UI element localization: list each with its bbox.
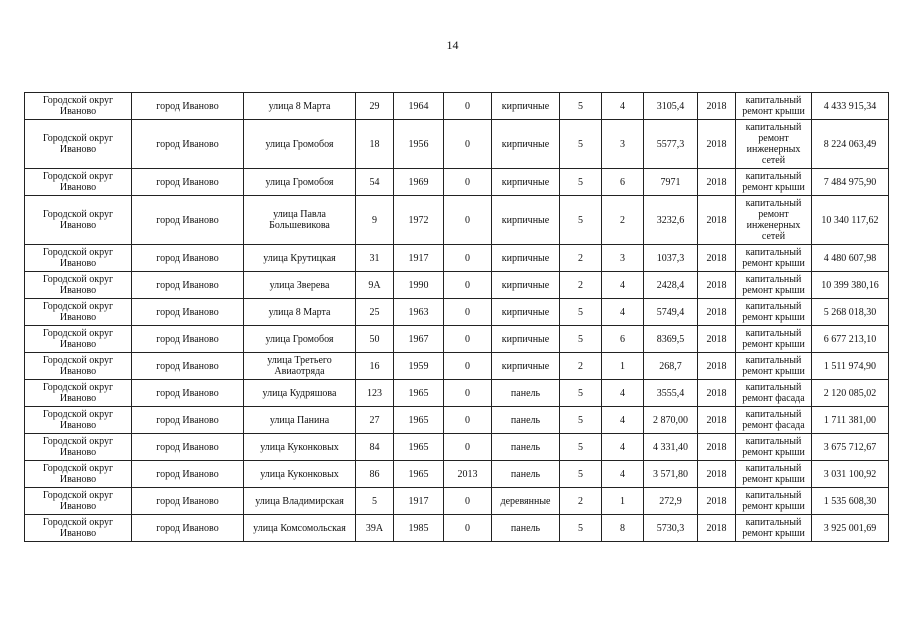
settlement-cell: город Иваново (132, 196, 244, 245)
area-cell: 5577,3 (644, 120, 698, 169)
area-cell: 268,7 (644, 353, 698, 380)
reconstruction-year-cell: 0 (444, 299, 492, 326)
table-row (25, 407, 889, 434)
plan-year-cell: 2018 (698, 461, 736, 488)
build-year-cell: 1985 (394, 515, 444, 542)
house-number-cell: 27 (356, 407, 394, 434)
build-year-cell: 1965 (394, 434, 444, 461)
work-type-cell: капитальный ремонт крыши (736, 515, 812, 542)
table-row (25, 326, 889, 353)
cost-cell: 4 480 607,98 (812, 245, 889, 272)
table-row (25, 461, 889, 488)
table-row (25, 93, 889, 120)
street-cell: улица Громобоя (244, 326, 356, 353)
cost-cell: 5 268 018,30 (812, 299, 889, 326)
plan-year-cell: 2018 (698, 380, 736, 407)
area-cell: 3555,4 (644, 380, 698, 407)
wall-material-cell: кирпичные (492, 169, 560, 196)
entrances-cell: 6 (602, 326, 644, 353)
table-row (25, 515, 889, 542)
reconstruction-year-cell: 2013 (444, 461, 492, 488)
street-cell: улица Владимирская (244, 488, 356, 515)
plan-year-cell: 2018 (698, 488, 736, 515)
reconstruction-year-cell: 0 (444, 93, 492, 120)
municipality-cell: Городской округ Иваново (25, 407, 132, 434)
area-cell: 5730,3 (644, 515, 698, 542)
build-year-cell: 1969 (394, 169, 444, 196)
work-type-cell: капитальный ремонт фасада (736, 380, 812, 407)
work-type-cell: капитальный ремонт крыши (736, 326, 812, 353)
entrances-cell: 2 (602, 196, 644, 245)
entrances-cell: 3 (602, 245, 644, 272)
plan-year-cell: 2018 (698, 515, 736, 542)
wall-material-cell: панель (492, 434, 560, 461)
house-number-cell: 9А (356, 272, 394, 299)
reconstruction-year-cell: 0 (444, 515, 492, 542)
municipality-cell: Городской округ Иваново (25, 169, 132, 196)
floors-cell: 5 (560, 461, 602, 488)
build-year-cell: 1964 (394, 93, 444, 120)
cost-cell: 4 433 915,34 (812, 93, 889, 120)
housing-repair-table (24, 92, 889, 542)
work-type-cell: капитальный ремонт крыши (736, 245, 812, 272)
municipality-cell: Городской округ Иваново (25, 515, 132, 542)
cost-cell: 7 484 975,90 (812, 169, 889, 196)
entrances-cell: 4 (602, 380, 644, 407)
plan-year-cell: 2018 (698, 245, 736, 272)
settlement-cell: город Иваново (132, 120, 244, 169)
wall-material-cell: кирпичные (492, 326, 560, 353)
table-row (25, 434, 889, 461)
settlement-cell: город Иваново (132, 380, 244, 407)
work-type-cell: капитальный ремонт крыши (736, 488, 812, 515)
street-cell: улица Кудряшова (244, 380, 356, 407)
street-cell: улица Крутицкая (244, 245, 356, 272)
entrances-cell: 3 (602, 120, 644, 169)
work-type-cell: капитальный ремонт фасада (736, 407, 812, 434)
floors-cell: 5 (560, 407, 602, 434)
municipality-cell: Городской округ Иваново (25, 353, 132, 380)
house-number-cell: 31 (356, 245, 394, 272)
municipality-cell: Городской округ Иваново (25, 93, 132, 120)
table-row (25, 272, 889, 299)
entrances-cell: 6 (602, 169, 644, 196)
table-body (25, 93, 889, 542)
settlement-cell: город Иваново (132, 326, 244, 353)
area-cell: 2 870,00 (644, 407, 698, 434)
plan-year-cell: 2018 (698, 407, 736, 434)
wall-material-cell: кирпичные (492, 93, 560, 120)
floors-cell: 5 (560, 169, 602, 196)
wall-material-cell: панель (492, 380, 560, 407)
reconstruction-year-cell: 0 (444, 245, 492, 272)
settlement-cell: город Иваново (132, 434, 244, 461)
house-number-cell: 25 (356, 299, 394, 326)
cost-cell: 10 340 117,62 (812, 196, 889, 245)
entrances-cell: 4 (602, 93, 644, 120)
area-cell: 272,9 (644, 488, 698, 515)
table-row (25, 245, 889, 272)
municipality-cell: Городской округ Иваново (25, 120, 132, 169)
reconstruction-year-cell: 0 (444, 169, 492, 196)
municipality-cell: Городской округ Иваново (25, 245, 132, 272)
reconstruction-year-cell: 0 (444, 120, 492, 169)
area-cell: 5749,4 (644, 299, 698, 326)
street-cell: улица Громобоя (244, 169, 356, 196)
area-cell: 4 331,40 (644, 434, 698, 461)
municipality-cell: Городской округ Иваново (25, 272, 132, 299)
table-row (25, 488, 889, 515)
cost-cell: 1 511 974,90 (812, 353, 889, 380)
reconstruction-year-cell: 0 (444, 407, 492, 434)
street-cell: улица Комсомольская (244, 515, 356, 542)
area-cell: 1037,3 (644, 245, 698, 272)
work-type-cell: капитальный ремонт инженерных сетей (736, 120, 812, 169)
cost-cell: 10 399 380,16 (812, 272, 889, 299)
wall-material-cell: панель (492, 407, 560, 434)
municipality-cell: Городской округ Иваново (25, 434, 132, 461)
house-number-cell: 50 (356, 326, 394, 353)
work-type-cell: капитальный ремонт крыши (736, 169, 812, 196)
settlement-cell: город Иваново (132, 488, 244, 515)
table-row (25, 380, 889, 407)
cost-cell: 3 031 100,92 (812, 461, 889, 488)
house-number-cell: 16 (356, 353, 394, 380)
street-cell: улица Громобоя (244, 120, 356, 169)
settlement-cell: город Иваново (132, 272, 244, 299)
table-row (25, 196, 889, 245)
house-number-cell: 18 (356, 120, 394, 169)
area-cell: 8369,5 (644, 326, 698, 353)
reconstruction-year-cell: 0 (444, 326, 492, 353)
cost-cell: 2 120 085,02 (812, 380, 889, 407)
cost-cell: 3 675 712,67 (812, 434, 889, 461)
street-cell: улица Зверева (244, 272, 356, 299)
reconstruction-year-cell: 0 (444, 353, 492, 380)
cost-cell: 1 535 608,30 (812, 488, 889, 515)
floors-cell: 5 (560, 93, 602, 120)
entrances-cell: 4 (602, 434, 644, 461)
entrances-cell: 4 (602, 407, 644, 434)
street-cell: улица Панина (244, 407, 356, 434)
entrances-cell: 4 (602, 299, 644, 326)
floors-cell: 2 (560, 488, 602, 515)
house-number-cell: 29 (356, 93, 394, 120)
entrances-cell: 4 (602, 272, 644, 299)
work-type-cell: капитальный ремонт крыши (736, 93, 812, 120)
settlement-cell: город Иваново (132, 245, 244, 272)
plan-year-cell: 2018 (698, 299, 736, 326)
municipality-cell: Городской округ Иваново (25, 380, 132, 407)
street-cell: улица Павла Большевикова (244, 196, 356, 245)
cost-cell: 8 224 063,49 (812, 120, 889, 169)
reconstruction-year-cell: 0 (444, 380, 492, 407)
work-type-cell: капитальный ремонт крыши (736, 299, 812, 326)
entrances-cell: 4 (602, 461, 644, 488)
floors-cell: 2 (560, 245, 602, 272)
house-number-cell: 54 (356, 169, 394, 196)
floors-cell: 2 (560, 353, 602, 380)
build-year-cell: 1965 (394, 380, 444, 407)
cost-cell: 3 925 001,69 (812, 515, 889, 542)
plan-year-cell: 2018 (698, 353, 736, 380)
plan-year-cell: 2018 (698, 434, 736, 461)
table-row (25, 120, 889, 169)
settlement-cell: город Иваново (132, 169, 244, 196)
wall-material-cell: панель (492, 515, 560, 542)
settlement-cell: город Иваново (132, 461, 244, 488)
entrances-cell: 1 (602, 488, 644, 515)
municipality-cell: Городской округ Иваново (25, 461, 132, 488)
reconstruction-year-cell: 0 (444, 272, 492, 299)
house-number-cell: 84 (356, 434, 394, 461)
reconstruction-year-cell: 0 (444, 488, 492, 515)
wall-material-cell: кирпичные (492, 196, 560, 245)
area-cell: 3105,4 (644, 93, 698, 120)
settlement-cell: город Иваново (132, 353, 244, 380)
floors-cell: 5 (560, 196, 602, 245)
build-year-cell: 1965 (394, 461, 444, 488)
floors-cell: 2 (560, 272, 602, 299)
municipality-cell: Городской округ Иваново (25, 196, 132, 245)
wall-material-cell: кирпичные (492, 353, 560, 380)
area-cell: 3 571,80 (644, 461, 698, 488)
house-number-cell: 86 (356, 461, 394, 488)
cost-cell: 1 711 381,00 (812, 407, 889, 434)
table-row (25, 299, 889, 326)
floors-cell: 5 (560, 299, 602, 326)
house-number-cell: 5 (356, 488, 394, 515)
build-year-cell: 1972 (394, 196, 444, 245)
build-year-cell: 1963 (394, 299, 444, 326)
wall-material-cell: деревянные (492, 488, 560, 515)
work-type-cell: капитальный ремонт крыши (736, 461, 812, 488)
reconstruction-year-cell: 0 (444, 196, 492, 245)
street-cell: улица 8 Марта (244, 93, 356, 120)
street-cell: улица Куконковых (244, 434, 356, 461)
plan-year-cell: 2018 (698, 93, 736, 120)
plan-year-cell: 2018 (698, 120, 736, 169)
build-year-cell: 1959 (394, 353, 444, 380)
plan-year-cell: 2018 (698, 272, 736, 299)
plan-year-cell: 2018 (698, 196, 736, 245)
reconstruction-year-cell: 0 (444, 434, 492, 461)
municipality-cell: Городской округ Иваново (25, 488, 132, 515)
build-year-cell: 1917 (394, 245, 444, 272)
build-year-cell: 1990 (394, 272, 444, 299)
wall-material-cell: кирпичные (492, 299, 560, 326)
page-number: 14 (446, 38, 459, 52)
build-year-cell: 1956 (394, 120, 444, 169)
municipality-cell: Городской округ Иваново (25, 299, 132, 326)
house-number-cell: 9 (356, 196, 394, 245)
cost-cell: 6 677 213,10 (812, 326, 889, 353)
plan-year-cell: 2018 (698, 326, 736, 353)
build-year-cell: 1967 (394, 326, 444, 353)
floors-cell: 5 (560, 120, 602, 169)
settlement-cell: город Иваново (132, 515, 244, 542)
table-row (25, 353, 889, 380)
table-row (25, 169, 889, 196)
house-number-cell: 39А (356, 515, 394, 542)
build-year-cell: 1965 (394, 407, 444, 434)
municipality-cell: Городской округ Иваново (25, 326, 132, 353)
area-cell: 3232,6 (644, 196, 698, 245)
work-type-cell: капитальный ремонт инженерных сетей (736, 196, 812, 245)
street-cell: улица 8 Марта (244, 299, 356, 326)
floors-cell: 5 (560, 515, 602, 542)
work-type-cell: капитальный ремонт крыши (736, 353, 812, 380)
street-cell: улица Куконковых (244, 461, 356, 488)
wall-material-cell: кирпичные (492, 272, 560, 299)
area-cell: 2428,4 (644, 272, 698, 299)
entrances-cell: 8 (602, 515, 644, 542)
house-number-cell: 123 (356, 380, 394, 407)
plan-year-cell: 2018 (698, 169, 736, 196)
floors-cell: 5 (560, 434, 602, 461)
work-type-cell: капитальный ремонт крыши (736, 434, 812, 461)
wall-material-cell: кирпичные (492, 120, 560, 169)
street-cell: улица Третьего Авиаотряда (244, 353, 356, 380)
floors-cell: 5 (560, 380, 602, 407)
work-type-cell: капитальный ремонт крыши (736, 272, 812, 299)
floors-cell: 5 (560, 326, 602, 353)
wall-material-cell: панель (492, 461, 560, 488)
build-year-cell: 1917 (394, 488, 444, 515)
entrances-cell: 1 (602, 353, 644, 380)
settlement-cell: город Иваново (132, 407, 244, 434)
wall-material-cell: кирпичные (492, 245, 560, 272)
settlement-cell: город Иваново (132, 93, 244, 120)
settlement-cell: город Иваново (132, 299, 244, 326)
area-cell: 7971 (644, 169, 698, 196)
